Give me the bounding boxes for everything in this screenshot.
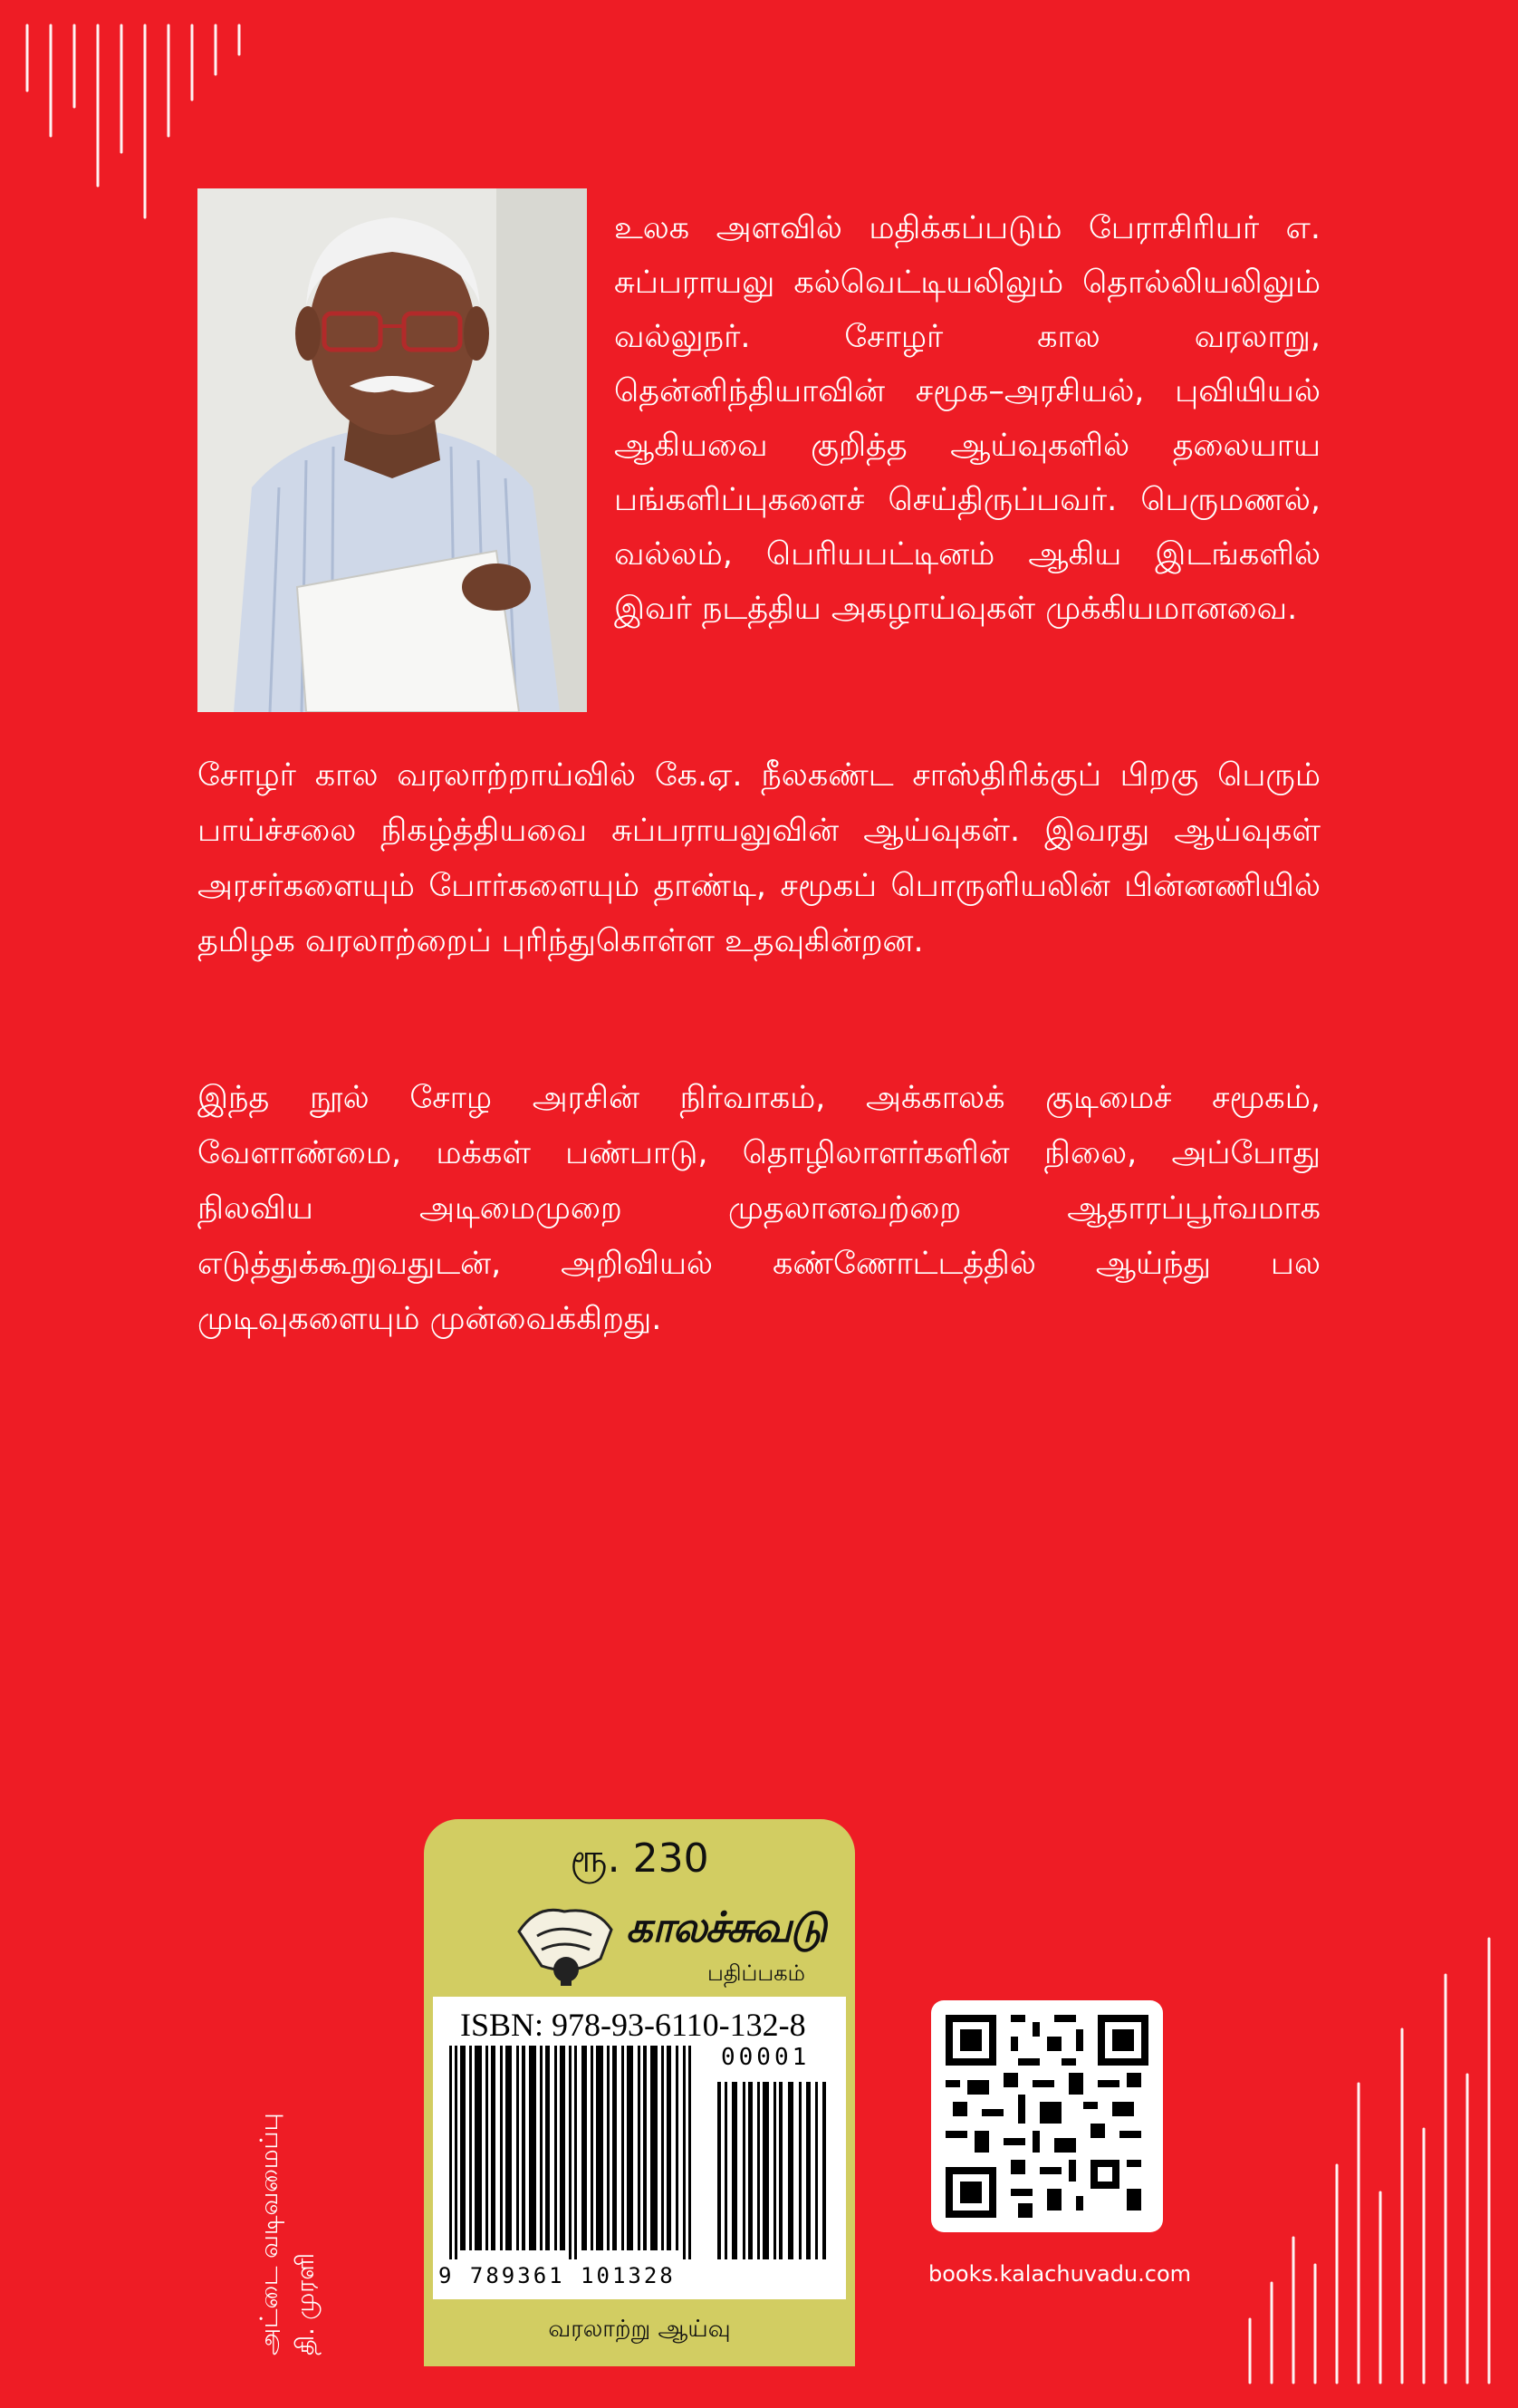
cover-credit-role: அட்டை வடிவமைப்பு — [255, 2113, 283, 2355]
barcode-icon — [446, 2046, 835, 2263]
publisher-emblem-icon — [510, 1895, 619, 1986]
price-label: ரூ. 230 — [570, 1835, 709, 1882]
isbn-barcode-box — [433, 1997, 846, 2299]
barcode-number: 9 789361 101328 — [438, 2263, 676, 2288]
publisher-sub: பதிப்பகம் — [707, 1960, 805, 1986]
cover-credit-name: தி. முரளி — [292, 2252, 320, 2355]
qr-code-icon — [946, 2015, 1148, 2218]
book-category: வரலாற்று ஆய்வு — [548, 2316, 731, 2343]
price-barcode-panel — [424, 1819, 855, 2366]
author-photo — [197, 188, 587, 712]
barcode-addon-number: 00001 — [721, 2044, 811, 2071]
author-bio: உலக அளவில் மதிக்கப்படும் பேராசிரியர் எ. சுப்பராயலு கல்வெட்டியலிலும் தொல்லியலிலும் வல்லுநர். சோழர் கால வரலாறு, தென்னிந்தியாவின் சமூக–அரசியல், புவியியல் ஆகியவை குறித்த ஆய்வுகளில் தலையாய பங்களிப்புகளைச் செய்திருப்பவர். பெருமணல், வல்லம், பெரியபட்டினம் ஆகிய இடங்களில் இவர் நடத்திய அகழாய்வுகள் முக்கியமானவை. — [614, 210, 1321, 627]
publisher-logo — [510, 1895, 826, 1995]
cover-credit — [252, 2056, 320, 2355]
publisher-name: காலச்சுவடு — [626, 1902, 826, 1951]
description-paragraph-2: இந்த நூல் சோழ அரசின் நிர்வாகம், அக்காலக் குடிமைச் சமூகம், வேளாண்மை, மக்கள் பண்பாடு, தொழிலாளர்களின் நிலை, அப்போது நிலவிய அடிமைமுறை முதலானவற்றை ஆதாரப்பூர்வமாக எடுத்துக்கூறுவதுடன், அறிவியல் கண்ணோட்டத்தில் ஆய்ந்து பல முடிவுகளையும் முன்வைக்கிறது. — [197, 1080, 1321, 1337]
isbn-text: ISBN: 978-93-6110-132-8 — [460, 2007, 806, 2043]
qr-code[interactable] — [931, 2000, 1163, 2232]
website-link[interactable]: books.kalachuvadu.com — [927, 2261, 1192, 2287]
description-paragraph-1: சோழர் கால வரலாற்றாய்வில் கே.ஏ. நீலகண்ட சாஸ்திரிக்குப் பிறகு பெரும் பாய்ச்சலை நிகழ்த்தியவை சுப்பராயலுவின் ஆய்வுகள். இவரது ஆய்வுகள் அரசர்களையும் போர்களையும் தாண்டி, சமூகப் பொருளியலின் பின்னணியில் தமிழக வரலாற்றைப் புரிந்துகொள்ள உதவுகின்றன. — [197, 757, 1321, 959]
